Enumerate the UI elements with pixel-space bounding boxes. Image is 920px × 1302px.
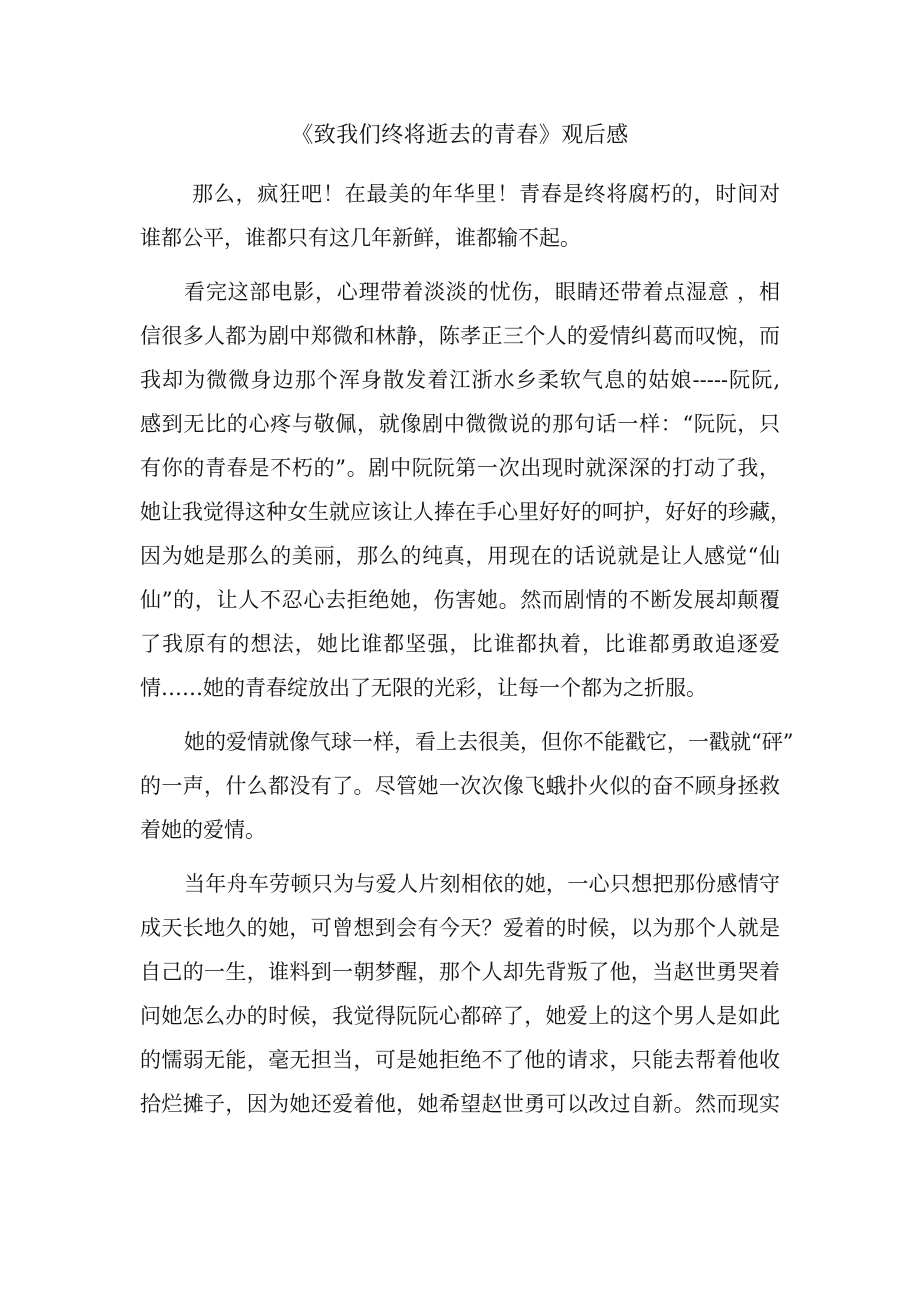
paragraph-gap: [140, 710, 780, 720]
paragraph-2-line-7: 因为她是那么的美丽，那么的纯真，用现在的话说就是让人感觉“仙: [140, 544, 780, 568]
paragraph-2-line-5: 有你的青春是不朽的”。剧中阮阮第一次出现时就深深的打动了我，: [140, 456, 780, 480]
paragraph-4-line-5: 的懦弱无能，毫无担当，可是她拒绝不了他的请求，只能去帮着他收: [140, 1048, 780, 1072]
paragraph-3-line-3: 着她的爱情。: [140, 818, 266, 842]
paragraph-1-line-2: 谁都公平，谁都只有这几年新鲜，谁都输不起。: [140, 226, 581, 250]
document-body: [140, 172, 794, 1126]
paragraph-2-line-2: 信很多人都为剧中郑微和林静，陈孝正三个人的爱情纠葛而叹惋，而: [140, 324, 780, 348]
paragraph-4-line-2: 成天长地久的她，可曾想到会有今天？爱着的时候，以为那个人就是: [140, 916, 780, 940]
paragraph-2-line-3: 我却为微微身边那个浑身散发着江浙水乡柔软气息的姑娘-----阮阮,: [140, 368, 780, 392]
paragraph-2-line-8: 仙”的，让人不忍心去拒绝她，伤害她。然而剧情的不断发展却颠覆: [140, 588, 780, 612]
document-title: 《致我们终将逝去的青春》观后感: [291, 123, 629, 148]
paragraph-gap: [140, 260, 780, 270]
paragraph-gap: [140, 852, 780, 862]
paragraph-4-line-6: 拾烂摊子，因为她还爱着他，她希望赵世勇可以改过自新。然而现实: [140, 1092, 780, 1116]
paragraph-3-line-1: 她的爱情就像气球一样，看上去很美，但你不能戳它，一戳就“砰”: [184, 730, 794, 754]
paragraph-2-line-10: 情……她的青春绽放出了无限的光彩，让每一个都为之折服。: [140, 676, 707, 700]
paragraph-1-line-1: 那么，疯狂吧！在最美的年华里！青春是终将腐朽的，时间对: [192, 182, 780, 206]
paragraph-4-line-3: 自己的一生，谁料到一朝梦醒，那个人却先背叛了他，当赵世勇哭着: [140, 960, 780, 984]
paragraph-2-line-4: 感到无比的心疼与敬佩，就像剧中微微说的那句话一样：“阮阮，只: [140, 412, 780, 436]
paragraph-2-line-9: 了我原有的想法，她比谁都坚强，比谁都执着，比谁都勇敢追逐爱: [140, 632, 780, 656]
paragraph-2-line-6: 她让我觉得这种女生就应该让人捧在手心里好好的呵护，好好的珍藏，: [140, 500, 791, 524]
paragraph-3-line-2: 的一声，什么都没有了。尽管她一次次像飞蛾扑火似的奋不顾身拯救: [140, 774, 780, 798]
paragraph-4-line-4: 问她怎么办的时候，我觉得阮阮心都碎了，她爱上的这个男人是如此: [140, 1004, 780, 1028]
paragraph-2-line-1: 看完这部电影，心理带着淡淡的忧伤，眼睛还带着点湿意 ，相: [184, 280, 780, 304]
paragraph-4-line-1: 当年舟车劳顿只为与爱人片刻相依的她，一心只想把那份感情守: [184, 872, 780, 896]
